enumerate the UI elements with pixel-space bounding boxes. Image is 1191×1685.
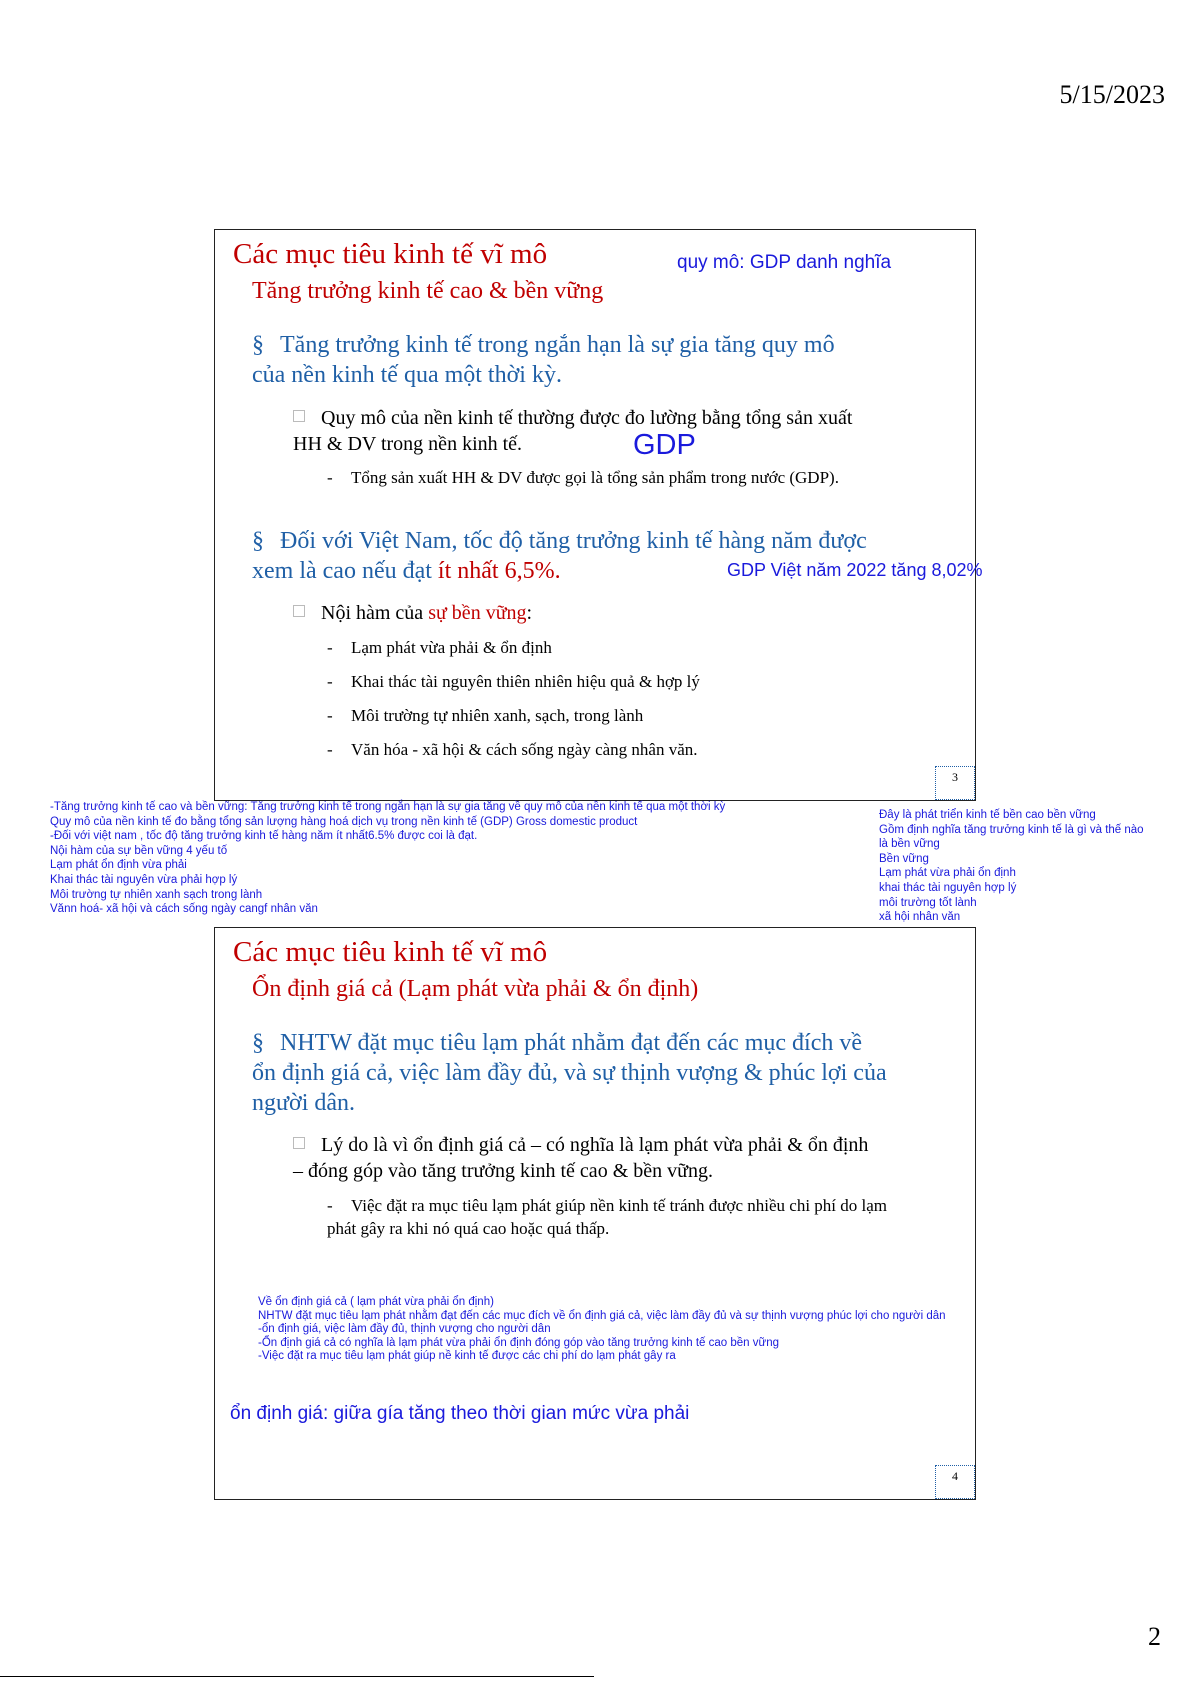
checkbox-bullet-icon [293,605,305,617]
sub-bullet-text: Quy mô của nền kinh tế thường được đo lường bằng tổng sản xuất HH & DV trong nền kinh tế. [293,407,853,455]
slide-notes [258,1296,946,1364]
sustainability-item-text: Văn hóa - xã hội & cách sống ngày càng nhân văn. [351,740,698,759]
note-line: -ổn định giá, việc làm đầy đủ, thịnh vượng cho người dân [258,1323,551,1335]
bullet-symbol: § [252,1030,264,1056]
slide-number: 3 [935,766,975,800]
slide-title: Các mục tiêu kinh tế vĩ mô [233,936,548,968]
bullet-highlight: ít nhất 6,5%. [437,558,561,584]
sustainability-item [327,636,552,659]
slide-4 [214,927,976,1500]
sub-item-text: Việc đặt ra mục tiêu lạm phát giúp nền kinh tế tránh được nhiều chi phí do lạm phát gây ra khi nó quá cao hoặc quá thấp. [327,1196,888,1238]
dash-bullet: - [327,672,333,691]
annotation-price-stability: ổn định giá: giữa gía tăng theo thời gian mức vừa phải [230,1403,690,1424]
sustainability-item-text: Khai thác tài nguyên thiên nhiên hiệu quả & hợp lý [351,672,700,691]
sub-item-inflation [327,1194,887,1240]
dash-bullet: - [327,638,333,657]
dash-bullet: - [327,468,333,487]
slide-subtitle: Tăng trưởng kinh tế cao & bền vững [252,278,604,304]
sustainability-item-text: Môi trường tự nhiên xanh, sạch, trong lành [351,706,644,725]
notes-right [879,808,1144,925]
annotation-quy-mo: quy mô: GDP danh nghĩa [677,252,892,273]
sub-bullet-sustainability [293,600,532,626]
bullet-text: Đối với Việt Nam, tốc độ tăng trưởng kinh tế hàng năm được xem là cao nếu đạt [252,528,867,584]
note-line: -Tăng trưởng kinh tế cao và bền vững: Tăng trưởng kinh tế trong ngắn hạn là sự gia tăng về quy mô của nền kinh tế qua một thời kỳ [50,801,726,813]
bullet-text: NHTW đặt mục tiêu lạm phát nhằm đạt đến các mục đích về ổn định giá cả, việc làm đầy đủ, và sự thịnh vượng & phúc lợi của người dân. [252,1030,887,1116]
sub-bullet-highlight: sự bền vững [428,602,527,624]
bullet-inflation-target [252,1028,892,1118]
notes-left [50,800,725,917]
sub-bullet-text: Lý do là vì ổn định giá cả – có nghĩa là lạm phát vừa phải & ổn định – đóng góp vào tăng trưởng kinh tế cao & bền vững. [293,1134,869,1182]
note-line: -Đối với việt nam , tốc độ tăng trưởng kinh tế hàng năm ít nhất6.5% được coi là đạt. [50,830,478,843]
note-line: Khai thác tài nguyên vừa phải hợp lý [50,873,238,886]
note-line: môi trường tốt lành [879,896,977,909]
slide-subtitle: Ổn định giá cả (Lạm phát vừa phải & ổn định) [252,976,699,1002]
note-line: -Việc đặt ra mục tiêu lạm phát giúp nề kinh tế được các chi phí do lạm phát gây ra [258,1350,676,1362]
note-line: khai thác tài nguyên hợp lý [879,881,1017,894]
page-number: 2 [1148,1622,1161,1651]
annotation-gdp: GDP [633,429,696,461]
slide-number: 4 [935,1465,975,1499]
note-line: Về ổn định giá cả ( lạm phát vừa phải ổn định) [258,1296,494,1308]
slide-3 [214,229,983,801]
sub-item-gdp [327,466,847,489]
sustainability-item-text: Lạm phát vừa phải & ổn định [351,638,552,657]
bullet-symbol: § [252,528,264,554]
note-line: Lạm phát vừa phải ổn định [879,867,1016,880]
note-line: Nội hàm của sự bền vững 4 yếu tố [50,844,228,857]
sub-bullet-text: Nội hàm của [321,602,429,624]
note-line: xã hội nhân văn [879,911,961,924]
note-line: là bền vững [879,838,940,851]
note-line: -Ổn định giá cả có nghĩa là lạm phát vừa phải ổn định đóng góp vào tăng trưởng kinh tế cao bền vững [258,1336,780,1349]
bullet-growth-definition [252,330,872,390]
sub-bullet-scale [293,405,853,457]
note-line: Gồm định nghĩa tăng trưởng kinh tế là gì và thế nào [879,823,1144,836]
note-line: NHTW đặt mục tiêu lạm phát nhằm đạt đến các mục đích về ổn định giá cả, việc làm đầy đủ và sự thịnh vượng phúc lợi cho người dân [258,1309,946,1322]
annotation-gdp-2022: GDP Việt năm 2022 tăng 8,02% [727,560,983,580]
note-line: Quy mô của nền kinh tế đo bằng tổng sản lượng hàng hoá dịch vụ trong nền kinh tế (GDP) Gross domestic product [50,815,638,828]
dash-bullet: - [327,740,333,759]
bullet-text: Tăng trưởng kinh tế trong ngắn hạn là sự gia tăng quy mô của nền kinh tế qua một thời kỳ. [252,332,835,388]
slide-title: Các mục tiêu kinh tế vĩ mô [233,238,548,270]
note-line: Môi trường tự nhiên xanh sạch trong lành [50,888,263,901]
sub-bullet-colon: : [526,602,533,624]
sustainability-item [327,704,643,727]
dash-bullet: - [327,706,333,725]
sub-item-text: Tổng sản xuất HH & DV được gọi là tổng sản phẩm trong nước (GDP). [351,468,839,487]
note-line: Đây là phát triển kinh tế bền cao bền vững [879,809,1096,821]
note-line: Vănn hoá- xã hội và cách sống ngày cangf nhân văn [50,903,318,916]
checkbox-bullet-icon [293,410,305,422]
page-date: 5/15/2023 [1059,80,1165,109]
sustainability-item [327,670,700,693]
footnote-divider [0,1676,594,1677]
dash-bullet: - [327,1196,333,1215]
checkbox-bullet-icon [293,1137,305,1149]
note-line: Bền vững [879,852,929,865]
sub-bullet-reason [293,1132,873,1184]
bullet-symbol: § [252,332,264,358]
note-line: Lạm phát ổn định vừa phải [50,859,187,872]
sustainability-item [327,738,698,761]
